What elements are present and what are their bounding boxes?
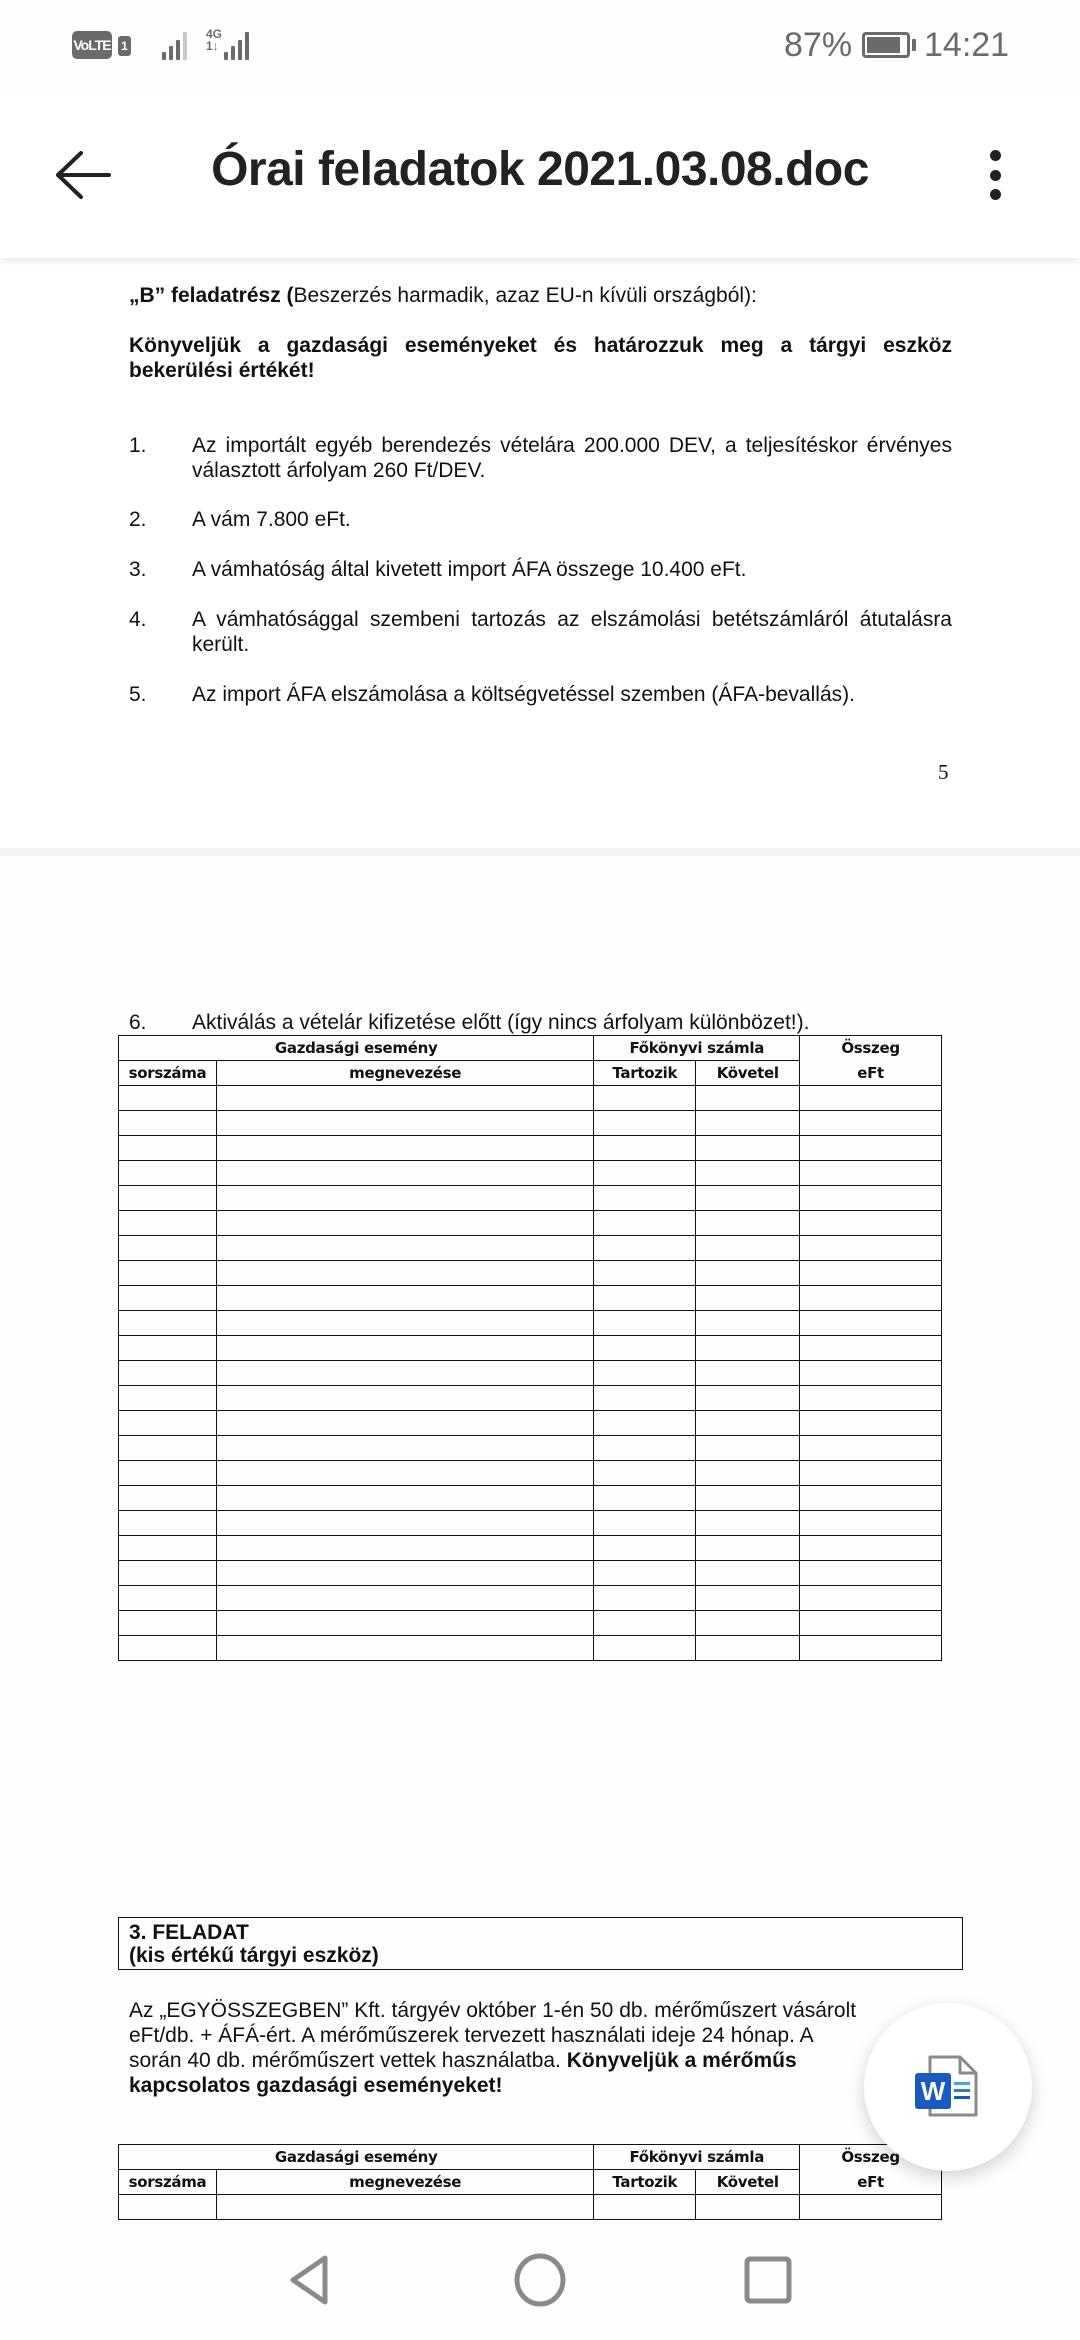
cell[interactable]	[216, 1161, 593, 1186]
app-bar	[0, 90, 1080, 258]
header-sorszama: sorszáma	[119, 2170, 217, 2195]
cell[interactable]	[800, 1086, 942, 1111]
list-item	[129, 433, 952, 483]
ledger-table-2	[118, 2144, 942, 2220]
list-item-text: A vámhatóság által kivetett import ÁFA összege 10.400 eFt.	[192, 558, 747, 581]
more-vertical-icon	[990, 150, 1001, 161]
header-megnevezese: megnevezése	[216, 1061, 593, 1086]
table-row	[119, 1336, 942, 1361]
cell[interactable]	[594, 1261, 696, 1286]
cell[interactable]	[800, 1211, 942, 1236]
table-row	[119, 1236, 942, 1261]
list-item	[129, 607, 952, 657]
cell[interactable]	[696, 1186, 800, 1211]
nav-back-icon	[285, 2250, 335, 2310]
cell[interactable]	[119, 1536, 217, 1561]
cell[interactable]	[696, 1461, 800, 1486]
cell[interactable]	[800, 1261, 942, 1286]
table-row	[119, 1386, 942, 1411]
cell[interactable]	[696, 1361, 800, 1386]
cell[interactable]	[119, 1086, 217, 1111]
header-fokonyvi-szamla: Főkönyvi számla	[594, 1036, 800, 1061]
table-row	[119, 1136, 942, 1161]
table-row	[119, 1561, 942, 1586]
table-row	[119, 1211, 942, 1236]
cell[interactable]	[696, 1511, 800, 1536]
nav-home-icon	[510, 2250, 570, 2310]
table-row	[119, 1361, 942, 1386]
cell[interactable]	[216, 1186, 593, 1211]
header-osszeg: Összeg	[800, 2145, 942, 2170]
cell[interactable]	[696, 1111, 800, 1136]
cell[interactable]	[594, 2195, 696, 2220]
sim-number: 1	[118, 36, 131, 56]
more-options-button[interactable]	[975, 145, 1015, 205]
task-3-line-4: kapcsolatos gazdasági eseményeket!	[129, 2074, 503, 2097]
cell[interactable]	[216, 1511, 593, 1536]
table-row	[119, 1111, 942, 1136]
cell[interactable]	[119, 1561, 217, 1586]
task-3-box	[118, 1917, 963, 1970]
header-eft: eFt	[800, 1061, 942, 1086]
cell[interactable]	[119, 1136, 217, 1161]
header-megnevezese: megnevezése	[216, 2170, 593, 2195]
cell[interactable]	[216, 1411, 593, 1436]
cell[interactable]	[216, 1336, 593, 1361]
clock: 14:21	[924, 26, 1010, 64]
task-3-line-3-normal: során 40 db. mérőműszert vettek használatba.	[129, 2049, 567, 2072]
cell[interactable]	[800, 1436, 942, 1461]
cell[interactable]	[594, 1286, 696, 1311]
cell[interactable]	[594, 1361, 696, 1386]
cell[interactable]	[594, 1186, 696, 1211]
cell[interactable]	[119, 1111, 217, 1136]
document-title: Órai feladatok 2021.03.08.doc	[211, 143, 869, 196]
table-row	[119, 1511, 942, 1536]
cell[interactable]	[119, 1336, 217, 1361]
header-kovetel: Követel	[696, 1061, 800, 1086]
cell[interactable]	[696, 1586, 800, 1611]
nav-home-button[interactable]	[500, 2240, 580, 2320]
cell[interactable]	[800, 1136, 942, 1161]
cell[interactable]	[216, 1261, 593, 1286]
cell[interactable]	[800, 1536, 942, 1561]
nav-back-button[interactable]	[270, 2240, 350, 2320]
table-row	[119, 1411, 942, 1436]
more-dot	[990, 189, 1001, 200]
list-item-text: A vám 7.800 eFt.	[192, 508, 351, 531]
table-row	[119, 1461, 942, 1486]
task-3-description	[129, 1998, 952, 2098]
cell[interactable]	[216, 1636, 593, 1661]
table-row	[119, 1636, 942, 1661]
cell[interactable]	[696, 1561, 800, 1586]
svg-text:W: W	[920, 2076, 946, 2106]
cell[interactable]	[800, 1161, 942, 1186]
cell[interactable]	[119, 1261, 217, 1286]
cell[interactable]	[800, 1636, 942, 1661]
cell[interactable]	[594, 1336, 696, 1361]
page-separator	[0, 848, 1080, 856]
cell[interactable]	[696, 1086, 800, 1111]
table-row	[119, 2195, 942, 2220]
cell[interactable]	[696, 1286, 800, 1311]
cell[interactable]	[119, 1161, 217, 1186]
cell[interactable]	[216, 2195, 593, 2220]
task-3-line-3	[129, 2048, 952, 2073]
task-3-line-2: eFt/db. + ÁFÁ-ért. A mérőműszerek tervezett használati ideje 24 hónap. A	[129, 2024, 814, 2047]
cell[interactable]	[119, 1386, 217, 1411]
list-item-number: 4.	[129, 608, 147, 631]
cell[interactable]	[594, 1536, 696, 1561]
cell[interactable]	[800, 1611, 942, 1636]
header-tartozik: Tartozik	[594, 1061, 696, 1086]
cell[interactable]	[696, 2195, 800, 2220]
cell[interactable]	[119, 1286, 217, 1311]
cell[interactable]	[594, 1111, 696, 1136]
cell[interactable]	[216, 1286, 593, 1311]
list-item-text: Az import ÁFA elszámolása a költségvetéssel szemben (ÁFA-bevallás).	[192, 683, 855, 706]
cell[interactable]	[594, 1586, 696, 1611]
table-row	[119, 1586, 942, 1611]
table-row	[119, 1536, 942, 1561]
status-bar	[0, 0, 1080, 90]
section-heading-rest: Beszerzés harmadik, azaz EU-n kívüli országból):	[293, 284, 757, 307]
cell[interactable]	[594, 1311, 696, 1336]
cell[interactable]	[800, 1586, 942, 1611]
cell[interactable]	[696, 1236, 800, 1261]
cell[interactable]	[216, 1461, 593, 1486]
cell[interactable]	[800, 1411, 942, 1436]
cell[interactable]	[800, 1311, 942, 1336]
cell[interactable]	[594, 1511, 696, 1536]
cell[interactable]	[594, 1611, 696, 1636]
header-fokonyvi-szamla: Főkönyvi számla	[594, 2145, 800, 2170]
cell[interactable]	[216, 1436, 593, 1461]
table-row	[119, 1311, 942, 1336]
volte-icon: VoLTE	[72, 31, 112, 59]
cell[interactable]	[119, 1311, 217, 1336]
cell[interactable]	[696, 1336, 800, 1361]
ledger-table-body	[119, 1086, 942, 1661]
cell[interactable]	[216, 1086, 593, 1111]
task-3-line-1: Az „EGYÖSSZEGBEN” Kft. tárgyév október 1-én 50 db. mérőműszert vásárolt	[129, 1999, 857, 2022]
cell[interactable]	[119, 1411, 217, 1436]
header-sorszama: sorszáma	[119, 1061, 217, 1086]
cell[interactable]	[696, 1411, 800, 1436]
header-tartozik: Tartozik	[594, 2170, 696, 2195]
section-heading-bold: „B” feladatrész (	[129, 284, 294, 307]
list-item-number: 3.	[129, 558, 147, 581]
cell[interactable]	[696, 1636, 800, 1661]
more-dot	[990, 170, 1001, 181]
nav-recents-icon	[738, 2250, 798, 2310]
table-row	[119, 1261, 942, 1286]
cell[interactable]	[800, 1361, 942, 1386]
list-item	[129, 507, 952, 532]
cell[interactable]	[800, 1561, 942, 1586]
instruction-text: Könyveljük a gazdasági eseményeket és határozzuk meg a tárgyi eszköz bekerülési értékét!	[129, 334, 952, 382]
battery-tip	[912, 39, 916, 51]
list-item	[129, 557, 952, 582]
list-item-number: 5.	[129, 683, 147, 706]
cell[interactable]	[119, 1211, 217, 1236]
cell[interactable]	[594, 1136, 696, 1161]
cell[interactable]	[800, 1186, 942, 1211]
cell[interactable]	[119, 1186, 217, 1211]
cell[interactable]	[216, 1361, 593, 1386]
signal-strength-icon	[162, 30, 187, 60]
cell[interactable]	[119, 1511, 217, 1536]
list-item-text: Aktiválás a vételár kifizetése előtt (így nincs árfolyam különbözet!).	[192, 1011, 810, 1034]
battery-icon	[862, 32, 910, 58]
cell[interactable]	[594, 1411, 696, 1436]
cell[interactable]	[216, 1611, 593, 1636]
list-item-number: 6.	[129, 1011, 147, 1034]
cell[interactable]	[216, 1586, 593, 1611]
header-kovetel: Követel	[696, 2170, 800, 2195]
cell[interactable]	[800, 1336, 942, 1361]
page-number: 5	[938, 760, 949, 784]
cell[interactable]	[216, 1236, 593, 1261]
header-gazdasagi-esemeny: Gazdasági esemény	[119, 1036, 594, 1061]
nav-recents-button[interactable]	[728, 2240, 808, 2320]
list-item-number: 1.	[129, 434, 147, 457]
cell[interactable]	[696, 1611, 800, 1636]
cell[interactable]	[594, 1461, 696, 1486]
cell[interactable]	[696, 1386, 800, 1411]
cell[interactable]	[696, 1536, 800, 1561]
cell[interactable]	[119, 1586, 217, 1611]
table-row	[119, 1161, 942, 1186]
cell[interactable]	[594, 1561, 696, 1586]
table-row	[119, 1186, 942, 1211]
cell[interactable]	[594, 1636, 696, 1661]
cell[interactable]	[594, 1086, 696, 1111]
cell[interactable]	[594, 1436, 696, 1461]
cell[interactable]	[216, 1536, 593, 1561]
header-gazdasagi-esemeny: Gazdasági esemény	[119, 2145, 594, 2170]
cell[interactable]	[696, 1486, 800, 1511]
cell[interactable]	[800, 1461, 942, 1486]
cell[interactable]	[216, 1311, 593, 1336]
table-row	[119, 1086, 942, 1111]
cell[interactable]	[696, 1261, 800, 1286]
cell[interactable]	[119, 1236, 217, 1261]
cell[interactable]	[800, 1511, 942, 1536]
cell[interactable]	[800, 2195, 942, 2220]
list-item-text: A vámhatósággal szembeni tartozás az elszámolási betétszámláról átutalásra került.	[192, 608, 952, 656]
network-type: 4G 1↓	[206, 27, 223, 53]
cell[interactable]	[216, 1111, 593, 1136]
table-row	[119, 1486, 942, 1511]
list-item	[129, 1010, 952, 1035]
list-item	[129, 682, 952, 707]
task-3-subtitle: (kis értékű tárgyi eszköz)	[129, 1944, 379, 1967]
table-row	[119, 1286, 942, 1311]
list-item-number: 2.	[129, 508, 147, 531]
cell[interactable]	[594, 1211, 696, 1236]
task-3-title: 3. FELADAT	[129, 1921, 249, 1944]
cell[interactable]	[216, 1486, 593, 1511]
cell[interactable]	[119, 1636, 217, 1661]
cell[interactable]	[696, 1436, 800, 1461]
cell[interactable]	[119, 2195, 217, 2220]
table-row	[119, 1436, 942, 1461]
cell[interactable]	[800, 1386, 942, 1411]
open-in-word-button[interactable]	[864, 2003, 1032, 2171]
header-osszeg: Összeg	[800, 1036, 942, 1061]
task-3-line-3-bold: Könyveljük a mérőműs	[566, 2049, 797, 2072]
signal-strength-icon-2	[224, 30, 249, 60]
cell[interactable]	[119, 1361, 217, 1386]
cell[interactable]	[696, 1211, 800, 1236]
ledger-table	[118, 1035, 942, 1661]
navigation-bar	[0, 2220, 1080, 2340]
cell[interactable]	[800, 1111, 942, 1136]
cell[interactable]	[119, 1611, 217, 1636]
table-row	[119, 1611, 942, 1636]
cell[interactable]	[594, 1236, 696, 1261]
cell[interactable]	[216, 1211, 593, 1236]
cell[interactable]	[119, 1436, 217, 1461]
section-heading	[129, 283, 952, 308]
word-document-icon	[912, 2051, 984, 2123]
cell[interactable]	[216, 1136, 593, 1161]
cell[interactable]	[696, 1136, 800, 1161]
cell[interactable]	[800, 1286, 942, 1311]
cell[interactable]	[800, 1486, 942, 1511]
cell[interactable]	[216, 1561, 593, 1586]
header-eft: eFt	[800, 2170, 942, 2195]
cell[interactable]	[594, 1386, 696, 1411]
cell[interactable]	[594, 1161, 696, 1186]
cell[interactable]	[216, 1386, 593, 1411]
cell[interactable]	[594, 1486, 696, 1511]
cell[interactable]	[696, 1311, 800, 1336]
list-item-text: Az importált egyéb berendezés vételára 200.000 DEV, a teljesítéskor érvényes választott árfolyam 260 Ft/DEV.	[192, 434, 952, 482]
cell[interactable]	[119, 1461, 217, 1486]
cell[interactable]	[696, 1161, 800, 1186]
cell[interactable]	[119, 1486, 217, 1511]
battery-percent: 87%	[784, 26, 853, 64]
cell[interactable]	[800, 1236, 942, 1261]
